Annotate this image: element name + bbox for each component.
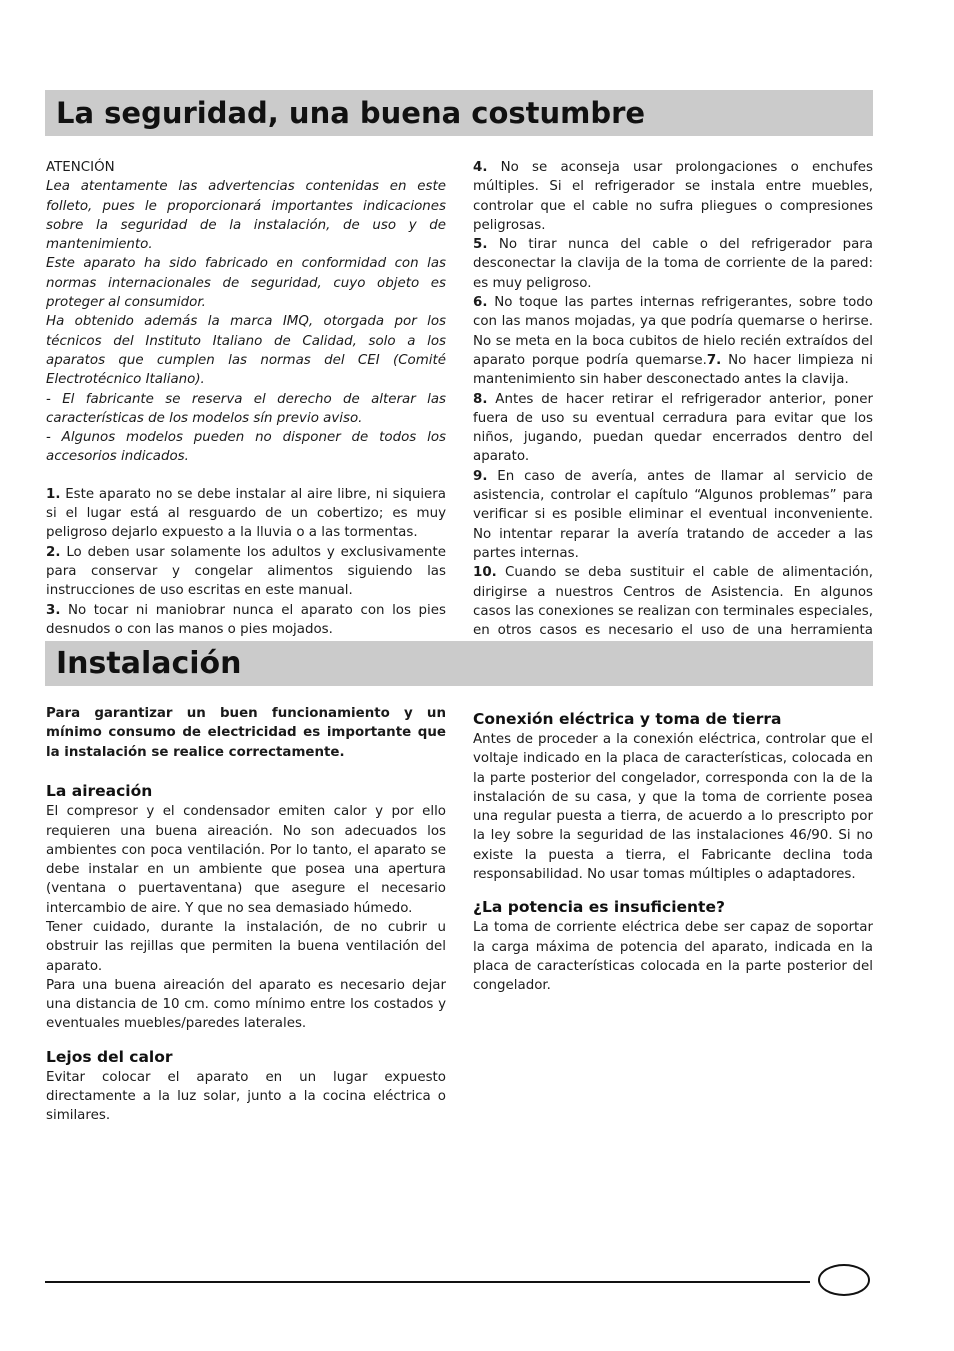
item-number: 1.	[46, 486, 61, 502]
safety-item	[46, 543, 446, 601]
aireacion-paragraph: Tener cuidado, durante la instalación, de no cubrir u obstruir las rejillas que permiten la buena ventilación del aparato.	[46, 920, 446, 974]
safety-item	[473, 390, 873, 467]
item-text: Antes de hacer retirar el refrigerador anterior, poner fuera de uso su eventual cerradura para evitar que los niños, jugando, puedan quedar encerrados dentro del aparato.	[473, 391, 873, 465]
seguridad-right-column	[473, 158, 873, 660]
item-number: 9.	[473, 468, 488, 484]
item-number: 10.	[473, 565, 497, 581]
item-number: 2.	[46, 544, 61, 560]
attention-paragraph: - El fabricante se reserva el derecho de alterar las características de los modelos sín previo aviso.	[46, 391, 446, 426]
conexion-paragraph: Antes de proceder a la conexión eléctrica, controlar que el voltaje indicado en la placa de características, colocada en la parte posterior del congelador, corresponda con la de la instalación de su casa, y que la toma de corriente posea una regular puesta a tierra, de acuerdo a lo prescripto por la ley sobre la seguridad de las instalaciones 46/90. Si no existe la puesta a tierra, el Fabricante declina toda responsabilidad. No usar tomas múltiples o adaptadores.	[473, 732, 873, 883]
safety-item	[473, 158, 873, 235]
item-text: No tirar nunca del cable o del refrigerador para desconectar la clavija de la toma de corriente de la pared: es muy peligroso.	[473, 237, 873, 291]
item-text: Cuando se deba sustituir el cable de alimentación, dirigirse a nuestros Centros de Asistencia. En algunos casos las conexiones se realizan con terminales especiales, en otros casos es necesario el uso de una herramienta	[473, 565, 873, 639]
potencia-paragraph: La toma de corriente eléctrica debe ser capaz de soportar la carga máxima de potencia del aparato, indicada en la placa de características colocada en la parte posterior del congelador.	[473, 920, 873, 994]
section-title-seguridad: La seguridad, una buena costumbre	[45, 90, 873, 136]
safety-item	[473, 293, 873, 389]
heading-conexion-electrica: Conexión eléctrica y toma de tierra	[473, 710, 782, 728]
installation-intro: Para garantizar un buen funcionamiento y un mínimo consumo de electricidad es importante que la instalación se realice correctamente.	[46, 706, 446, 760]
item-text: Este aparato no se debe instalar al aire libre, ni siquiera si el lugar está al resguardo de un cobertizo; es muy peligroso dejarlo expuesto a la lluvia o a las tormentas.	[46, 486, 446, 541]
heading-lejos-calor: Lejos del calor	[46, 1047, 173, 1066]
item-text: No toque las partes internas refrigerantes, sobre todo con las manos mojadas, ya que podría quemarse o herirse. No se meta en la boca cubitos de hielo recién extraídos del aparato porque podría quemarse.	[473, 295, 873, 368]
aireacion-paragraph: El compresor y el condensador emiten calor y por ello requieren una buena aireación. No son adecuados los ambientes con poca ventilación. Por lo tanto, el aparato se debe instalar en un ambiente que posea una apertura (ventana o puertaventana) que asegure el necesario intercambio de aire. Y que no sea demasiado húmedo.	[46, 804, 446, 916]
item-number: 7.	[706, 352, 722, 368]
item-number: 6.	[473, 295, 488, 311]
seguridad-left-column	[46, 158, 446, 639]
instalacion-right-column	[473, 708, 873, 996]
safety-item	[46, 485, 446, 543]
item-text: No hacer limpieza ni mantenimiento sin haber desconectado antes la clavija.	[473, 352, 873, 388]
attention-paragraph: Este aparato ha sido fabricado en conformidad con las normas internacionales de seguridad, cuyo objeto es proteger al consumidor.	[46, 256, 446, 311]
safety-item	[473, 235, 873, 293]
attention-paragraph: - Algunos modelos pueden no disponer de todos los accesorios indicados.	[46, 430, 446, 465]
attention-label: ATENCIÓN	[46, 160, 115, 175]
aireacion-paragraph: Para una buena aireación del aparato es necesario dejar una distancia de 10 cm. como mínimo entre los costados y eventuales muebles/paredes laterales.	[46, 977, 446, 1032]
item-number: 3.	[46, 602, 61, 618]
heading-potencia: ¿La potencia es insuficiente?	[473, 898, 725, 917]
item-number: 5.	[473, 237, 488, 253]
calor-paragraph: Evitar colocar el aparato en un lugar expuesto directamente a la luz solar, junto a la cocina eléctrica o similares.	[46, 1069, 446, 1124]
instalacion-left-column	[46, 704, 446, 1126]
heading-aireacion: La aireación	[46, 782, 153, 801]
safety-item	[46, 601, 446, 640]
item-text: No tocar ni maniobrar nunca el aparato con los pies desnudos o con las manos o pies mojados.	[46, 602, 446, 637]
footer-rule	[45, 1281, 810, 1283]
page-number-oval	[818, 1264, 870, 1296]
item-number: 8.	[473, 391, 488, 407]
safety-item	[473, 467, 873, 563]
item-text: Lo deben usar solamente los adultos y exclusivamente para conservar y congelar alimentos siguiendo las instrucciones de uso escritas en este manual.	[46, 544, 446, 599]
item-number: 4.	[473, 160, 488, 175]
attention-paragraph: Ha obtenido además la marca IMQ, otorgada por los técnicos del Instituto Italiano de Calidad, solo a los aparatos que cumplen las normas del CEI (Comité Electrotécnico Italiano).	[46, 314, 446, 388]
item-text: En caso de avería, antes de llamar al servicio de asistencia, controlar el capítulo “Algunos problemas” para verificar si es posible eliminar el eventual inconveniente. No intentar reparar la avería tratando de acceder a las partes internas.	[473, 468, 873, 561]
item-text: No se aconseja usar prolongaciones o enchufes múltiples. Si el refrigerador se instala entre muebles, controlar que el cable no sufra pliegues o compresiones peligrosas.	[473, 160, 873, 233]
attention-paragraph: Lea atentamente las advertencias contenidas en este folleto, pues le proporcionará importantes indicaciones sobre la seguridad de la instalación, de uso y de mantenimiento.	[46, 179, 446, 253]
section-title-instalacion: Instalación	[45, 641, 873, 686]
